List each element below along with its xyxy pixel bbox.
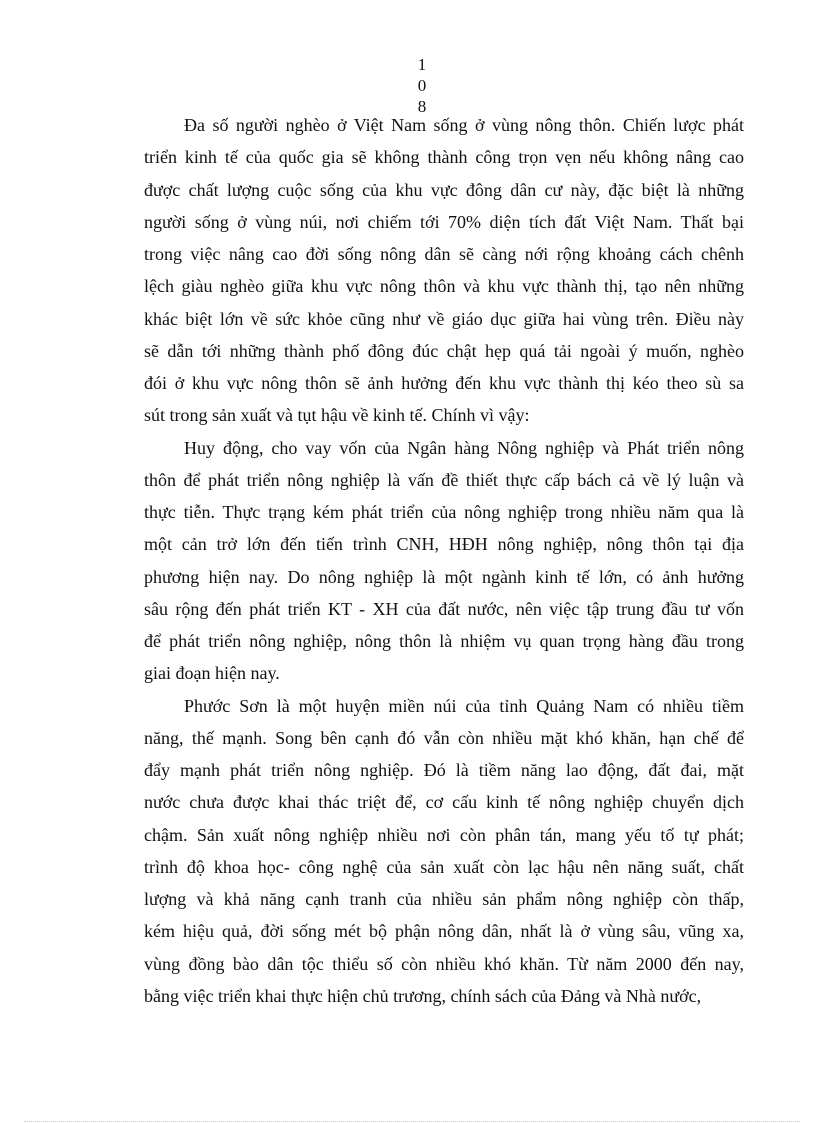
text-line-content: nước chưa được khai thác triệt để, cơ cấu kinh tế nông nghiệp chuyển dịch bbox=[144, 792, 744, 813]
text-line bbox=[184, 114, 744, 136]
text-line-content: khác biệt lớn về sức khỏe cũng như về giáo dục giữa hai vùng trên. Điều này bbox=[144, 308, 744, 329]
text-line-content: được chất lượng cuộc sống của khu vực đông dân cư này, đặc biệt là những bbox=[144, 179, 744, 200]
text-line bbox=[144, 211, 744, 233]
page-bottom-divider bbox=[24, 1121, 800, 1122]
text-line-content: Phước Sơn là một huyện miền núi của tỉnh Quảng Nam có nhiều tiềm bbox=[184, 695, 744, 716]
text-line-content: Đa số người nghèo ở Việt Nam sống ở vùng nông thôn. Chiến lược phát bbox=[184, 115, 744, 135]
text-line bbox=[144, 469, 744, 491]
text-line-content: đói ở khu vực nông thôn sẽ ảnh hưởng đến khu vực thành thị kéo theo sù sa bbox=[144, 373, 744, 393]
text-line-content: trình độ khoa học- công nghệ của sản xuất còn lạc hậu nên năng suất, chất bbox=[144, 856, 744, 877]
text-line-content: triển kinh tế của quốc gia sẽ không thành công trọn vẹn nếu không nâng cao bbox=[144, 147, 744, 168]
text-line-content: sút trong sản xuất và tụt hậu về kinh tế. Chính vì vậy: bbox=[144, 405, 530, 426]
text-line-content: để phát triển nông nghiệp, nông thôn là nhiệm vụ quan trọng hàng đầu trong bbox=[144, 631, 744, 651]
text-line-content: đẩy mạnh phát triển nông nghiệp. Đó là tiềm năng lao động, đất đai, mặt bbox=[144, 760, 744, 780]
text-line bbox=[144, 404, 744, 426]
text-line-content: người sống ở vùng núi, nơi chiếm tới 70% diện tích đất Việt Nam. Thất bại bbox=[144, 211, 744, 232]
text-line-content: sâu rộng đến phát triển KT - XH của đất nước, nên việc tập trung đầu tư vốn bbox=[144, 598, 744, 619]
text-line bbox=[144, 340, 744, 362]
text-line bbox=[184, 695, 744, 717]
text-line-content: chậm. Sản xuất nông nghiệp nhiều nơi còn phân tán, mang yếu tố tự phát; bbox=[144, 824, 744, 845]
text-line bbox=[144, 566, 744, 588]
text-line bbox=[184, 437, 744, 459]
text-line bbox=[144, 662, 744, 684]
text-line bbox=[144, 146, 744, 168]
text-line-content: thực tiễn. Thực trạng kém phát triển của nông nghiệp trong nhiều năm qua là bbox=[144, 502, 744, 522]
page-number-digit: 1 bbox=[417, 55, 427, 74]
text-line bbox=[144, 759, 744, 781]
text-line-content: vùng đồng bào dân tộc thiểu số còn nhiều khó khăn. Từ năm 2000 đến nay, bbox=[144, 953, 744, 974]
text-line bbox=[144, 243, 744, 265]
text-line bbox=[144, 985, 744, 1007]
text-line bbox=[144, 308, 744, 330]
text-line bbox=[144, 275, 744, 297]
text-line bbox=[144, 888, 744, 910]
text-line bbox=[144, 501, 744, 523]
text-line bbox=[144, 856, 744, 878]
text-line bbox=[144, 372, 744, 394]
text-line-content: năng, thế mạnh. Song bên cạnh đó vẫn còn nhiều mặt khó khăn, hạn chế để bbox=[144, 727, 744, 748]
text-line-content: một cản trở lớn đến tiến trình CNH, HĐH nông nghiệp, nông thôn tại địa bbox=[144, 534, 744, 555]
text-line-content: Huy động, cho vay vốn của Ngân hàng Nông nghiệp và Phát triển nông bbox=[184, 437, 744, 458]
text-line-content: thôn để phát triển nông nghiệp là vấn đề thiết thực cấp bách cả về lý luận và bbox=[144, 469, 744, 490]
text-line bbox=[144, 179, 744, 201]
text-line bbox=[144, 533, 744, 555]
text-line bbox=[144, 920, 744, 942]
text-line bbox=[144, 598, 744, 620]
page-number-digit: 8 bbox=[417, 97, 427, 116]
text-line bbox=[144, 727, 744, 749]
text-line bbox=[144, 791, 744, 813]
text-line-content: trong việc nâng cao đời sống nông dân sẽ càng nới rộng khoảng cách chênh bbox=[144, 244, 744, 264]
text-line-content: kém hiệu quả, đời sống mét bộ phận nông dân, nhất là ở vùng sâu, vũng xa, bbox=[144, 921, 744, 942]
text-line-content: phương hiện nay. Do nông nghiệp là một ngành kinh tế lớn, có ảnh hưởng bbox=[144, 566, 744, 587]
text-line-content: sẽ dẫn tới những thành phố đông đúc chật hẹp quá tải ngoài ý muốn, nghèo bbox=[144, 340, 744, 361]
page-number-digit: 0 bbox=[417, 76, 427, 95]
text-line bbox=[144, 824, 744, 846]
text-line bbox=[144, 630, 744, 652]
text-line-content: lượng và khả năng cạnh tranh của nhiều sản phẩm nông nghiệp còn thấp, bbox=[144, 889, 744, 909]
text-line-content: giai đoạn hiện nay. bbox=[144, 663, 280, 684]
text-line bbox=[144, 953, 744, 975]
text-line-content: bằng việc triển khai thực hiện chủ trương, chính sách của Đảng và Nhà nước, bbox=[144, 985, 702, 1006]
text-line-content: lệch giàu nghèo giữa khu vực nông thôn và khu vực thành thị, tạo nên những bbox=[144, 276, 744, 297]
